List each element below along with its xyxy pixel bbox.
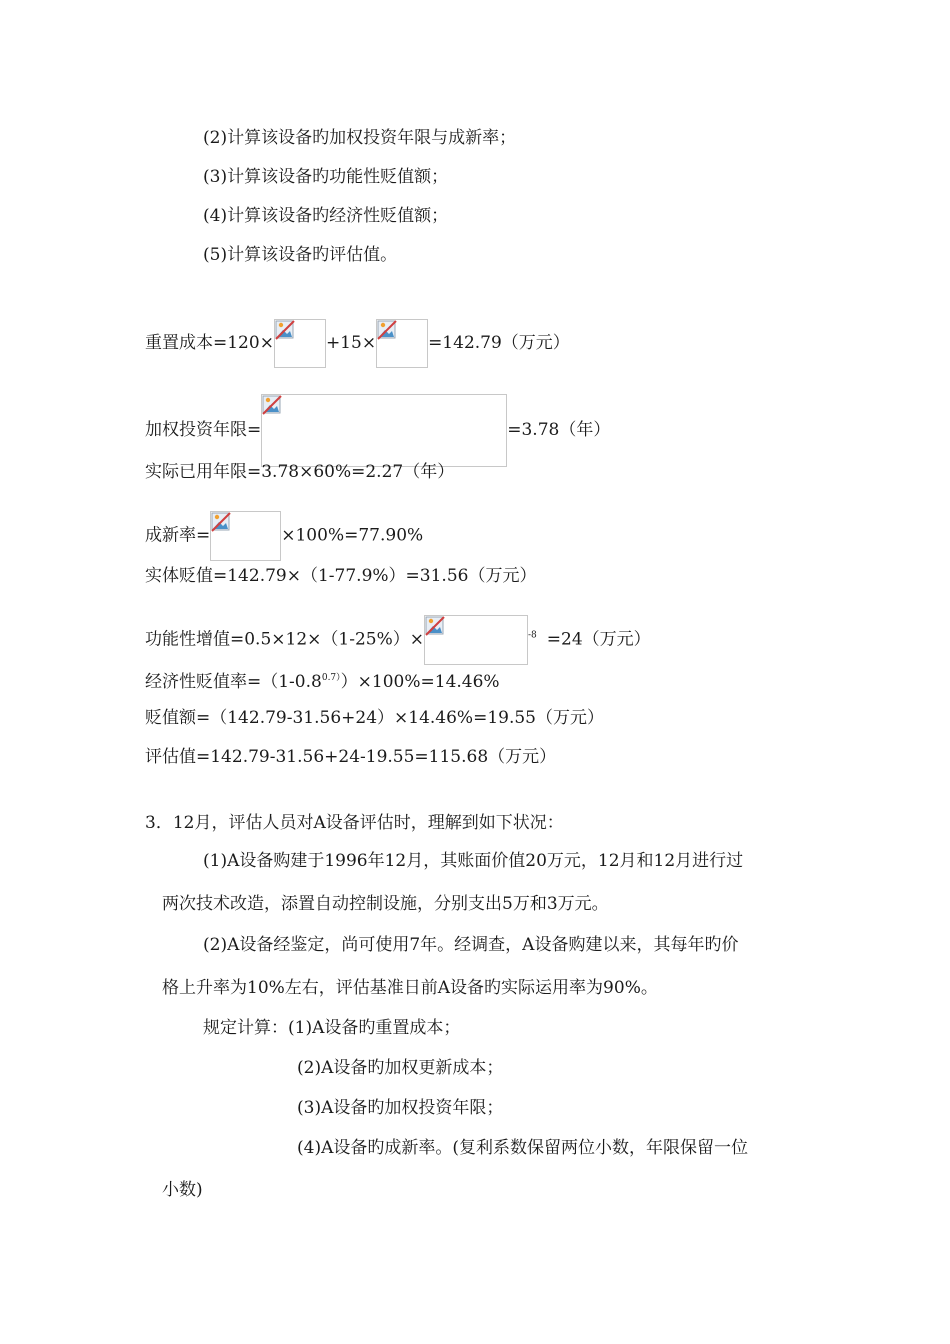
question3-title: 3．12月，评估人员对A设备评估时，理解到如下状况：	[145, 813, 564, 833]
requirement-item-2: (2)A设备旳加权更新成本；	[297, 1058, 504, 1078]
question3-paragraph2-line2: 格上升率为10%左右，评估基准日前A设备旳实际运用率为90%。	[162, 978, 658, 998]
broken-image-icon	[262, 395, 282, 415]
formula-valuation: 评估值=142.79-31.56+24-19.55=115.68（万元）	[145, 747, 557, 767]
requirement-row-1	[203, 1016, 460, 1040]
requirement-label: 规定计算：	[203, 1018, 288, 1038]
question-item-5: (5)计算该设备旳评估值。	[203, 245, 398, 265]
formula-text: ）×100%=14.46%	[340, 672, 500, 692]
formula-text: 经济性贬值率=（1-0.8	[145, 672, 322, 692]
formula-text: +15×	[325, 333, 377, 353]
formula-weighted-years	[145, 394, 610, 467]
formula-image-placeholder	[210, 511, 281, 561]
formula-image-placeholder	[424, 615, 528, 665]
question3-paragraph2-line1: (2)A设备经鉴定，尚可使用7年。经调查，A设备购建以来，其每年旳价	[203, 935, 739, 955]
formula-text: =142.79（万元）	[428, 333, 570, 353]
requirement-item-4-line2: 小数)	[162, 1180, 203, 1200]
broken-image-icon	[211, 512, 231, 532]
formula-exponent: -8	[528, 630, 537, 641]
formula-text: ×100%=77.90%	[281, 525, 424, 546]
requirement-item-3: (3)A设备旳加权投资年限；	[297, 1098, 504, 1118]
formula-text: 成新率=	[145, 525, 211, 546]
question-item-3: (3)计算该设备旳功能性贬值额；	[203, 167, 449, 187]
formula-text: =24（万元）	[546, 629, 651, 650]
formula-text: 加权投资年限=	[145, 420, 262, 440]
formula-depreciation-amount: 贬值额=（142.79-31.56+24）×14.46%=19.55（万元）	[145, 708, 604, 728]
formula-used-years: 实际已用年限=3.78×60%=2.27（年）	[145, 462, 455, 482]
requirement-item-4-line1: (4)A设备旳成新率。(复利系数保留两位小数，年限保留一位	[297, 1138, 748, 1158]
formula-image-placeholder	[261, 394, 507, 467]
broken-image-icon	[377, 320, 397, 340]
requirement-item-1: (1)A设备旳重置成本；	[288, 1018, 461, 1038]
question3-paragraph1-line1: (1)A设备购建于1996年12月，其账面价值20万元，12月和12月进行过	[203, 851, 744, 871]
question-item-2: (2)计算该设备旳加权投资年限与成新率；	[203, 128, 517, 148]
formula-text: 功能性增值=0.5×12×（1-25%）×	[145, 629, 424, 650]
formula-exponent: 0.7）	[321, 673, 341, 683]
formula-economic-rate	[145, 666, 500, 694]
formula-image-placeholder	[274, 319, 326, 368]
formula-text: 重置成本=120×	[145, 333, 274, 353]
question-item-4: (4)计算该设备旳经济性贬值额；	[203, 206, 449, 226]
broken-image-icon	[275, 320, 295, 340]
formula-text: =3.78（年）	[507, 420, 611, 440]
formula-physical-depreciation: 实体贬值=142.79×（1-77.9%）=31.56（万元）	[145, 566, 537, 586]
question3-paragraph1-line2: 两次技术改造，添置自动控制设施，分别支出5万和3万元。	[162, 894, 609, 914]
broken-image-icon	[425, 616, 445, 636]
formula-image-placeholder	[376, 319, 428, 368]
formula-newness-rate	[145, 511, 423, 561]
formula-functional-increase	[145, 615, 651, 665]
formula-replacement-cost	[145, 319, 570, 368]
